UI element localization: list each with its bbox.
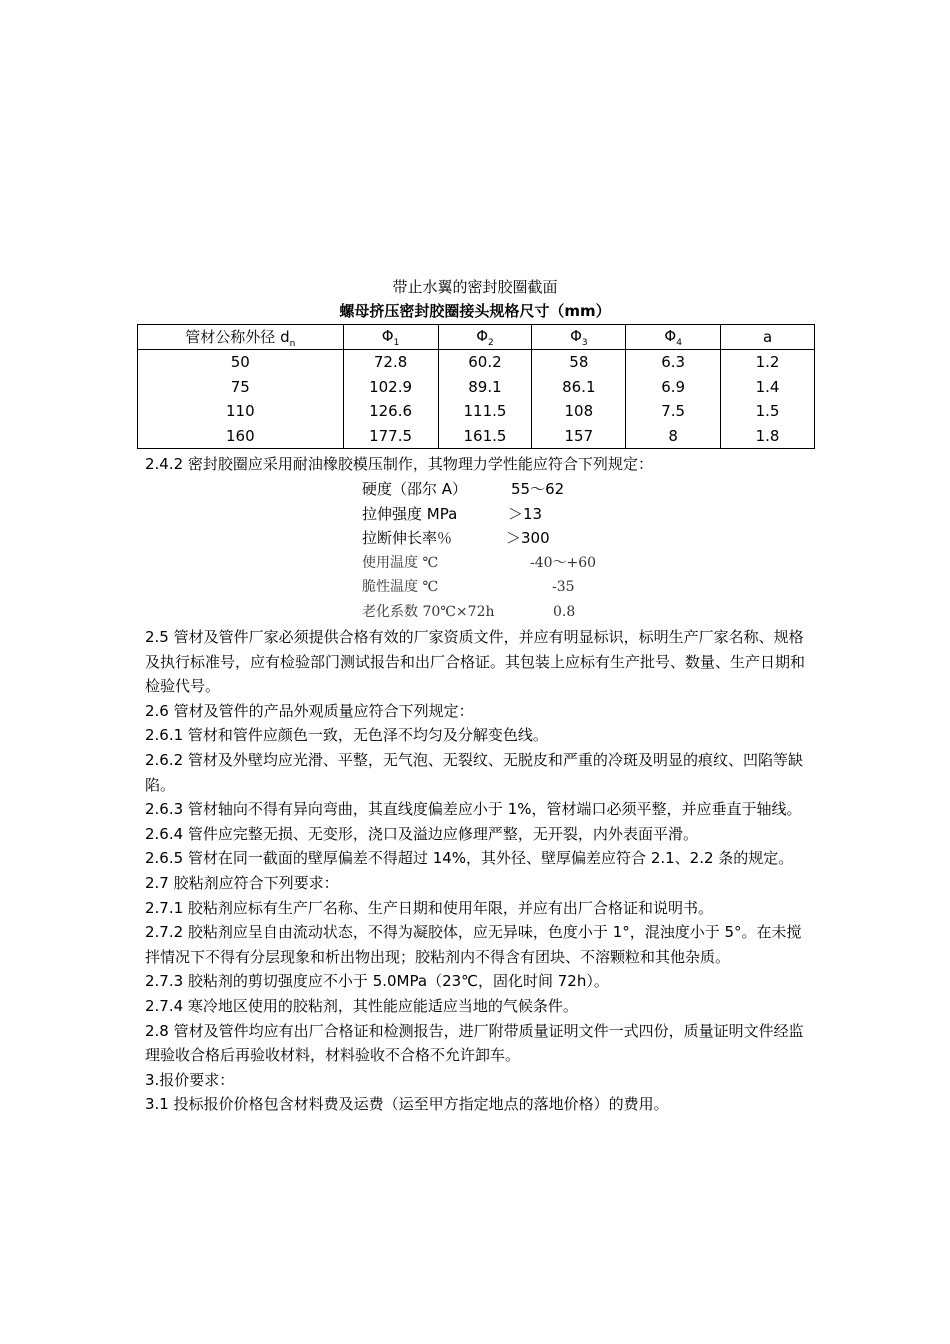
paragraph: 2.7.1 胶粘剂应标有生产厂名称、生产日期和使用年限，并应有出厂合格证和说明书。 (145, 898, 713, 917)
header-phi3: $\Phi_3$ (532, 325, 626, 350)
property-key: 老化系数 70℃×72h (362, 603, 495, 620)
paragraph: 3.报价要求： (145, 1070, 235, 1089)
table-cell: 161.5 (438, 424, 532, 449)
property-value: ＞300 (506, 529, 550, 548)
paragraph: 2.7 胶粘剂应符合下列要求： (145, 873, 339, 892)
property-value: ＞13 (508, 504, 543, 523)
table-cell: 89.1 (438, 375, 532, 400)
table-row (138, 350, 815, 375)
table-cell: 108 (532, 399, 626, 424)
section-2-4-2 (145, 452, 810, 477)
paragraph: 2.7.2 胶粘剂应呈自由流动状态，不得为凝胶体，应无异味，色度小于 1°，混浊度小于 5°。在未搅拌情况下不得有分层现象和析出物出现；胶粘剂内不得含有团块、不溶颗粒和其他杂质。 (145, 923, 802, 966)
property-key: 使用温度 ℃ (362, 554, 439, 571)
table-cell: 111.5 (438, 399, 532, 424)
property-value: -40～+60 (530, 554, 597, 571)
table-cell: 7.5 (626, 399, 721, 424)
table-cell: 8 (626, 424, 721, 449)
table-cell: 102.9 (343, 375, 438, 400)
table-header-row (138, 325, 815, 350)
paragraph: 2.6.1 管材和管件应颜色一致，无色泽不均匀及分解变色线。 (145, 726, 548, 745)
table-cell: 86.1 (532, 375, 626, 400)
paragraph: 2.6.5 管材在同一截面的壁厚偏差不得超过 14%，其外径、壁厚偏差应符合 2.1、2.2 条的规定。 (145, 849, 794, 868)
table-cell: 1.2 (721, 350, 815, 375)
table-cell: 1.5 (721, 399, 815, 424)
table-cell: 110 (138, 399, 344, 424)
paragraph: 2.7.4 寒冷地区使用的胶粘剂，其性能应能适应当地的气候条件。 (145, 996, 578, 1015)
paragraph: 2.7.3 胶粘剂的剪切强度应不小于 5.0MPa（23℃，固化时间 72h）。 (145, 972, 609, 991)
paragraph: 2.8 管材及管件均应有出厂合格证和检测报告，进厂附带质量证明文件一式四份，质量证明文件经监理验收合格后再验收材料，材料验收不合格不允许卸车。 (145, 1021, 804, 1065)
figure-caption: 带止水翼的密封胶圈截面 (392, 278, 558, 296)
paragraph: 2.6 管材及管件的产品外观质量应符合下列规定： (145, 701, 474, 720)
table-cell: 72.8 (343, 350, 438, 375)
table-cell: 60.2 (438, 350, 532, 375)
table-cell: 177.5 (343, 424, 438, 449)
table-cell: 1.4 (721, 375, 815, 400)
property-key: 硬度（邵尔 A） (362, 480, 468, 498)
table-cell: 50 (138, 350, 344, 375)
body-text (145, 625, 810, 1117)
table-cell: 157 (532, 424, 626, 449)
paragraph: 2.6.3 管材轴向不得有异向弯曲，其直线度偏差应小于 1%，管材端口必须平整，并应垂直于轴线。 (145, 800, 802, 819)
spec-table (137, 324, 815, 449)
header-dn: 管材公称外径 $d_n$ (138, 325, 344, 350)
header-a: a (721, 325, 815, 350)
header-phi2: $\Phi_2$ (438, 325, 532, 350)
table-row (138, 399, 815, 424)
property-value: 0.8 (553, 603, 576, 620)
property-value: 55～62 (511, 480, 565, 498)
property-key: 拉伸强度 MPa (362, 504, 458, 523)
paragraph: 3.1 投标报价价格包含材料费及运费（运至甲方指定地点的落地价格）的费用。 (145, 1095, 669, 1114)
table-cell: 126.6 (343, 399, 438, 424)
paragraph: 2.4.2 密封胶圈应采用耐油橡胶模压制作，其物理力学性能应符合下列规定： (145, 455, 653, 473)
header-phi1: $\Phi_1$ (343, 325, 438, 350)
table-cell: 6.9 (626, 375, 721, 400)
table-cell: 6.3 (626, 350, 721, 375)
paragraph: 2.6.2 管材及外壁均应光滑、平整，无气泡、无裂纹、无脱皮和严重的冷斑及明显的痕纹、凹陷等缺陷。 (145, 750, 803, 794)
paragraph: 2.5 管材及管件厂家必须提供合格有效的厂家资质文件，并应有明显标识，标明生产厂家名称、规格及执行标准号，应有检验部门测试报告和出厂合格证。其包装上应标有生产批号、数量、生产日期和检验代号。 (145, 628, 806, 696)
property-key: 脆性温度 ℃ (362, 579, 439, 596)
table-row (138, 375, 815, 400)
property-key: 拉断伸长率％ (362, 529, 453, 548)
table-title: 螺母挤压密封胶圈接头规格尺寸（mm） (339, 302, 611, 320)
property-value: -35 (552, 579, 575, 596)
table-cell: 160 (138, 424, 344, 449)
table-row (138, 424, 815, 449)
header-phi4: $\Phi_4$ (626, 325, 721, 350)
paragraph: 2.6.4 管件应完整无损、无变形，浇口及溢边应修理严整，无开裂，内外表面平滑。 (145, 824, 698, 843)
table-cell: 1.8 (721, 424, 815, 449)
table-cell: 75 (138, 375, 344, 400)
table-cell: 58 (532, 350, 626, 375)
